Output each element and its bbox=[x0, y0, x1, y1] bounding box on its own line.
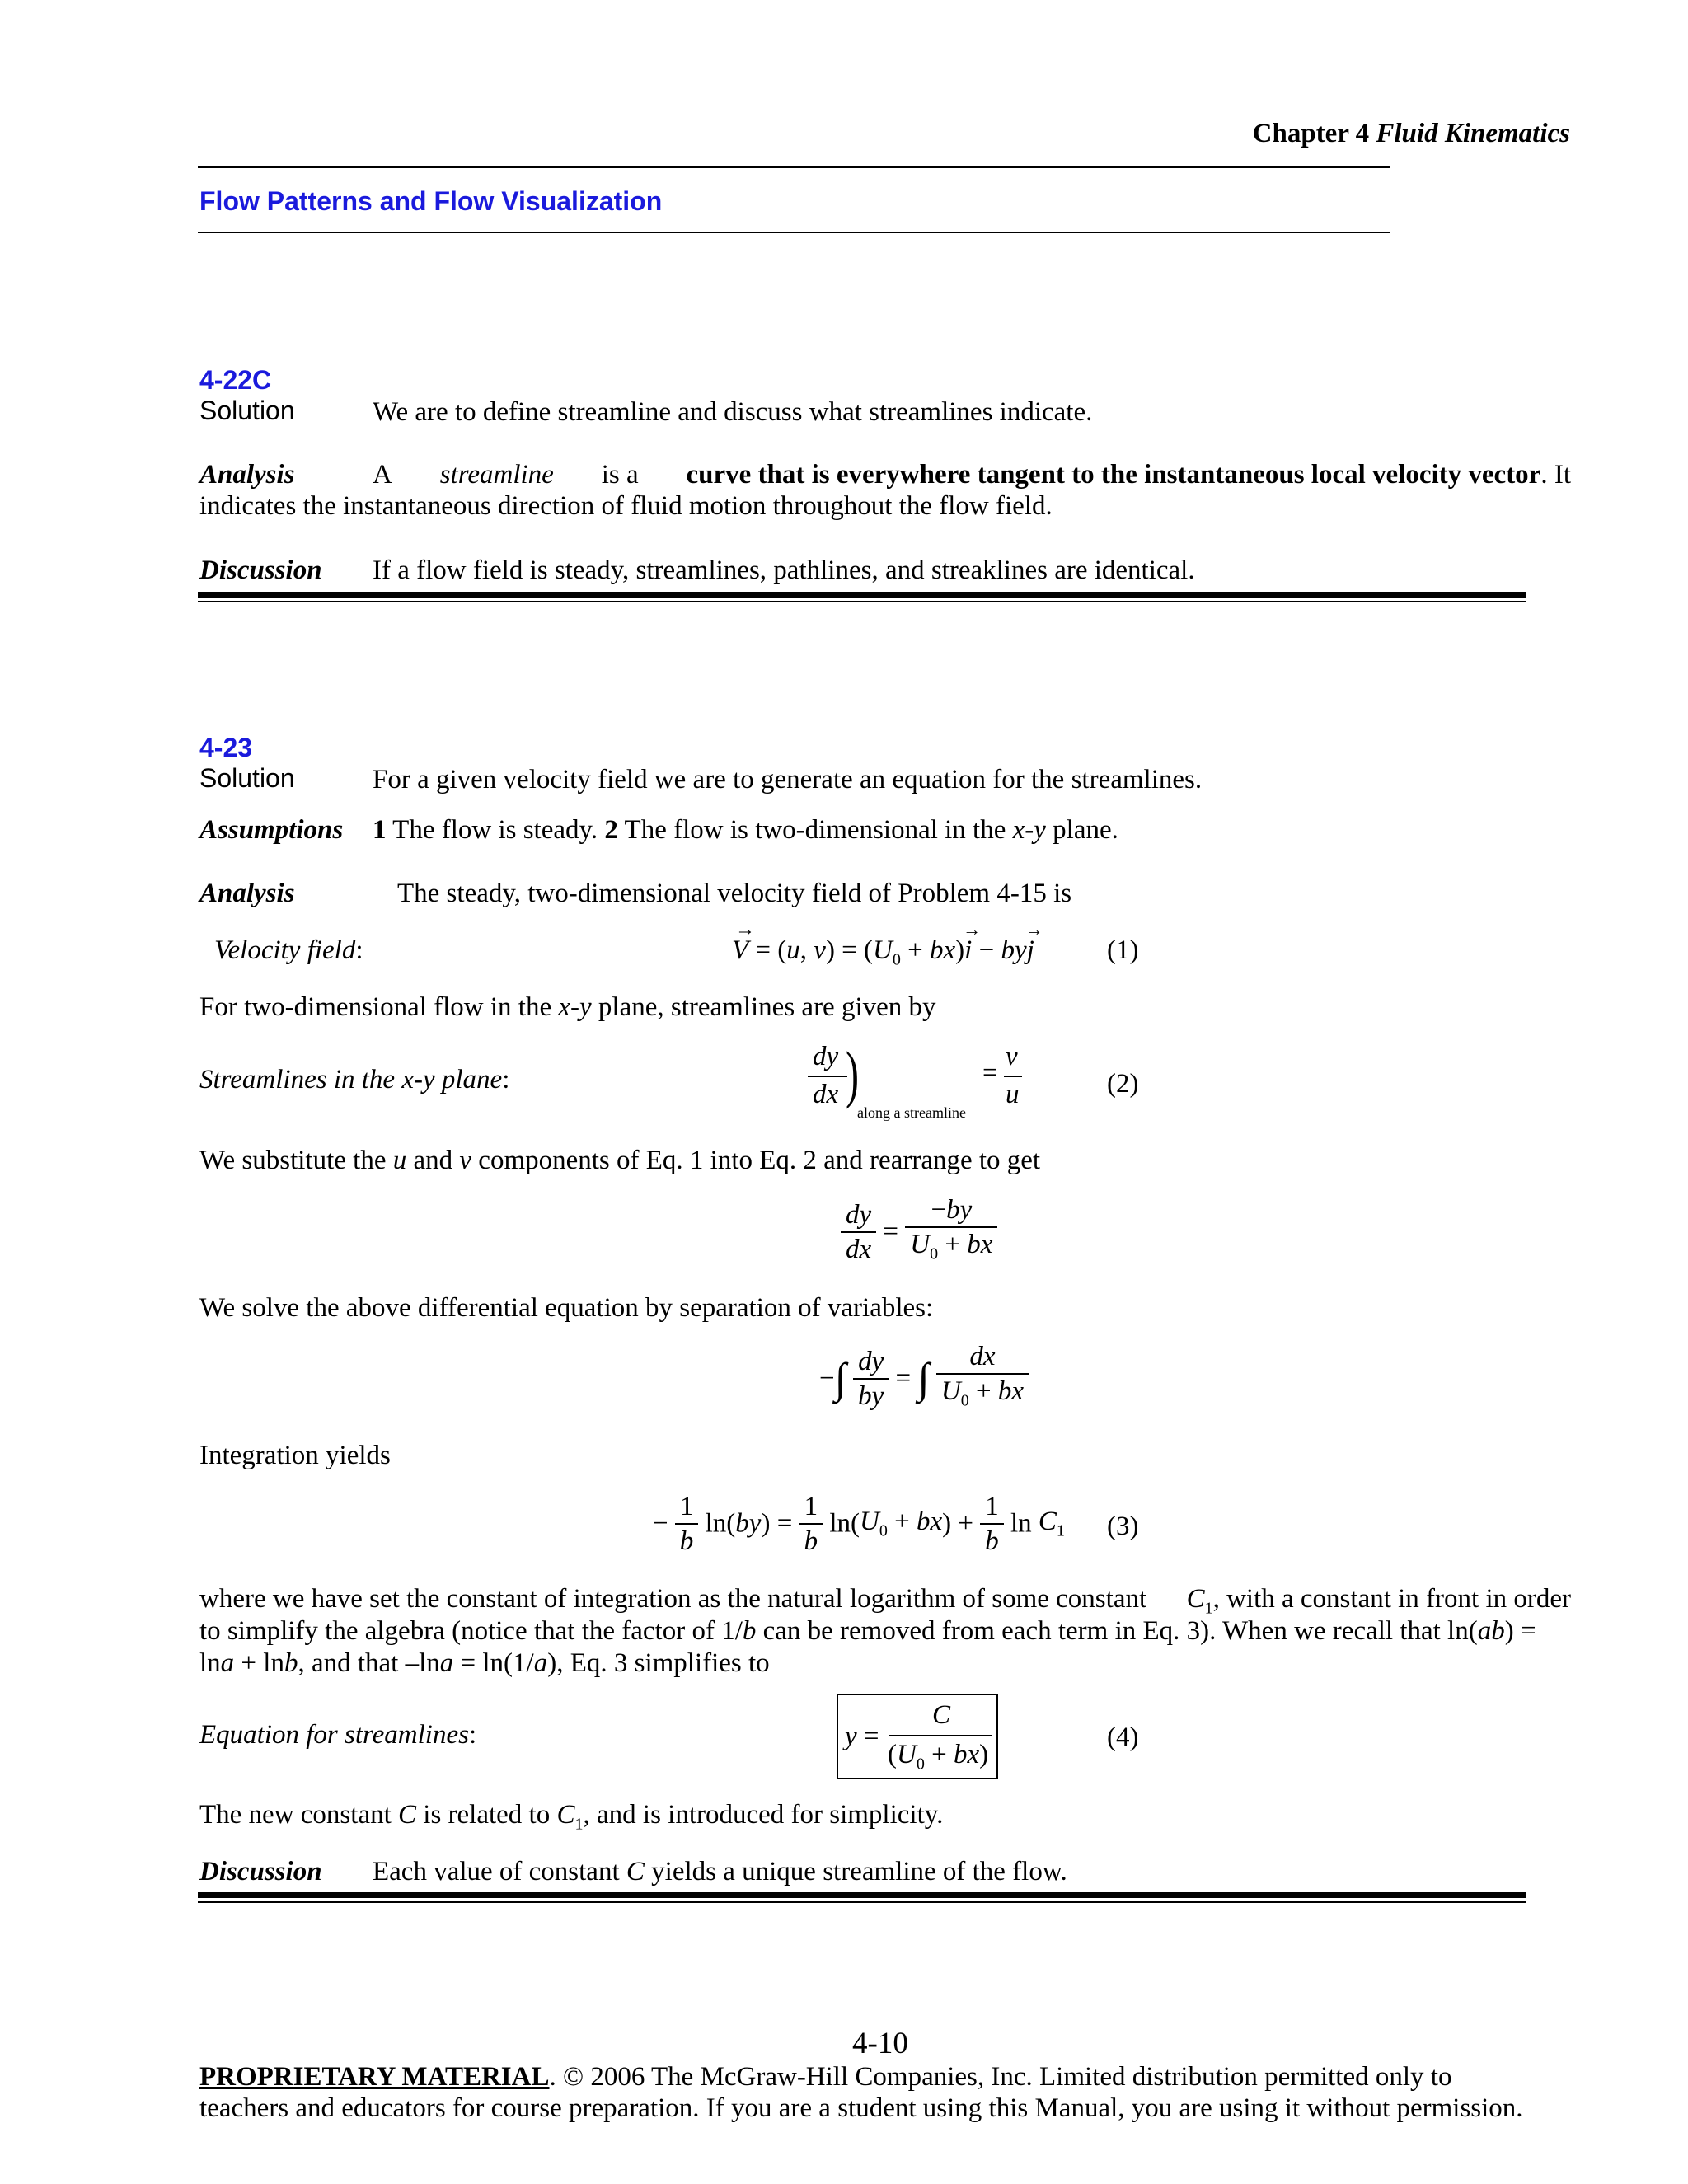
solution-text: For a given velocity field we are to generate an equation for the streamlines. bbox=[373, 765, 1203, 794]
where-line-2: to simplify the algebra (notice that the factor of 1/b can be removed from each term in Eq. 3). When we recall that ln(ab) = bbox=[199, 1616, 1536, 1646]
where-line-1: where we have set the constant of integration as the natural logarithm of some constant $C_1$, with a constant in front in order bbox=[199, 1584, 1571, 1618]
discussion-label: Discussion bbox=[199, 1857, 322, 1886]
equation-4-box: y = C $(U_0 + bx)$ bbox=[837, 1694, 998, 1779]
page-number: 4-10 bbox=[852, 2027, 908, 2060]
analysis-text: The steady, two-dimensional velocity field of Problem 4-15 is bbox=[397, 879, 1072, 908]
problem-number: 4-22C bbox=[199, 365, 272, 395]
along-streamline-label: along a streamline bbox=[857, 1104, 966, 1121]
equation-number: (4) bbox=[1107, 1722, 1139, 1752]
end-rule-thick bbox=[198, 1892, 1526, 1898]
analysis-label: Analysis bbox=[199, 879, 295, 908]
header-rule-bottom bbox=[198, 232, 1390, 233]
footer-line-2: teachers and educators for course preparation. If you are a student using this Manual, you are using it without permission. bbox=[199, 2093, 1523, 2123]
equation-number: (1) bbox=[1107, 935, 1139, 965]
problem-number: 4-23 bbox=[199, 733, 253, 762]
analysis-line2: indicates the instantaneous direction of fluid motion throughout the flow field. bbox=[199, 491, 1053, 521]
end-rule-thick bbox=[198, 592, 1526, 598]
discussion-text: If a flow field is steady, streamlines, pathlines, and streaklines are identical. bbox=[373, 555, 1195, 585]
equation-3: − $\frac{1}{b}$ ln(by) = $\frac{1}{b}$ $\ln(U_0 + bx)$ + $\frac{1}{b}$ $\ln C_1$ bbox=[653, 1492, 1065, 1556]
substitute-text: We substitute the u and v components of Eq. 1 into Eq. 2 and rearrange to get bbox=[199, 1146, 1041, 1175]
analysis-label: Analysis bbox=[199, 460, 295, 490]
solution-text: We are to define streamline and discuss what streamlines indicate. bbox=[373, 397, 1093, 427]
solve-text: We solve the above differential equation by separation of variables: bbox=[199, 1293, 934, 1323]
new-constant-text: The new constant C is related to $C_1$, and is introduced for simplicity. bbox=[199, 1800, 944, 1834]
two-d-text: For two-dimensional flow in the x-y plane, streamlines are given by bbox=[199, 992, 936, 1022]
section-title: Flow Patterns and Flow Visualization bbox=[199, 186, 663, 216]
equation-for-streamlines-label: Equation for streamlines: bbox=[199, 1720, 477, 1750]
velocity-field-label: Velocity field: bbox=[214, 935, 363, 965]
discussion-label: Discussion bbox=[199, 555, 322, 585]
equation-number: (2) bbox=[1107, 1069, 1139, 1099]
solution-label: Solution bbox=[199, 396, 295, 425]
where-line-3: lna + lnb, and that –lna = ln(1/a), Eq. 3 simplifies to bbox=[199, 1648, 770, 1678]
streamlines-label: Streamlines in the x-y plane: bbox=[199, 1065, 510, 1094]
assumptions-text: 1 The flow is steady. 2 The flow is two-dimensional in the x-y plane. bbox=[373, 815, 1118, 845]
equation-rearranged: $\frac{dy}{dx}$ = $\frac{-by}{U_0 + bx}$ bbox=[841, 1193, 997, 1271]
equation-1: V → = (u, $v) = (U_0 + bx)i$ → − byj → bbox=[732, 919, 1043, 969]
chapter-header bbox=[1253, 119, 1570, 149]
solution-label: Solution bbox=[199, 763, 295, 793]
footer-line-1: PROPRIETARY MATERIAL. © 2006 The McGraw-Hill Companies, Inc. Limited distribution permitted only to bbox=[199, 2062, 1452, 2092]
equation-number: (3) bbox=[1107, 1511, 1139, 1541]
chapter-title: Fluid Kinematics bbox=[1376, 119, 1570, 148]
discussion-text: Each value of constant C yields a unique streamline of the flow. bbox=[373, 1857, 1067, 1886]
end-rule-thin bbox=[198, 601, 1526, 602]
equation-separated: −∫ $\frac{dy}{by}$ = ∫ $\frac{dx}{U_0 + bx}$ bbox=[819, 1340, 1029, 1418]
equation-2: dy dx ) along a streamline = v u bbox=[808, 1042, 1039, 1116]
integration-text: Integration yields bbox=[199, 1441, 391, 1470]
chapter-number: Chapter 4 bbox=[1252, 119, 1370, 148]
end-rule-thin bbox=[198, 1901, 1526, 1903]
assumptions-label: Assumptions bbox=[199, 815, 344, 845]
analysis-line1: A streamline is a curve that is everywhere tangent to the instantaneous local velocity vector. It bbox=[373, 460, 1571, 490]
header-rule-top bbox=[198, 166, 1390, 168]
